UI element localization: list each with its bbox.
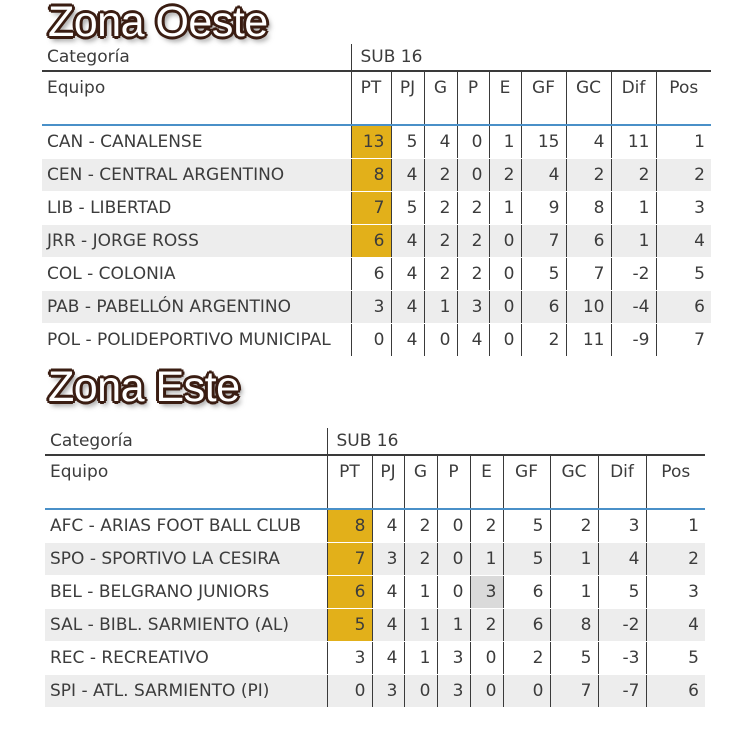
stat-pj: 4	[372, 642, 404, 675]
table-row	[42, 125, 711, 159]
stat-g: 1	[404, 576, 437, 609]
stat-pos: 5	[656, 258, 711, 291]
column-header-pt: PT	[327, 455, 372, 509]
stat-pt: 6	[351, 225, 391, 258]
stat-gf: 5	[503, 543, 550, 576]
stat-p: 0	[437, 576, 470, 609]
stat-dif: 4	[598, 543, 646, 576]
stat-g: 1	[404, 609, 437, 642]
stat-p: 2	[457, 192, 489, 225]
stat-pj: 4	[391, 225, 424, 258]
stat-gf: 15	[521, 125, 566, 159]
stat-dif: -4	[611, 291, 656, 324]
stat-pos: 6	[656, 291, 711, 324]
zone-title-oeste: Zona Oeste	[48, 0, 268, 46]
stat-gc: 1	[550, 543, 598, 576]
stat-pt: 8	[327, 509, 372, 543]
table-row	[42, 324, 711, 357]
category-row	[42, 44, 711, 71]
stat-gc: 2	[550, 509, 598, 543]
stat-e: 0	[489, 291, 521, 324]
stat-e: 1	[470, 543, 503, 576]
standings-table-oeste	[42, 44, 711, 357]
stat-pos: 6	[646, 675, 705, 708]
stat-g: 0	[424, 324, 457, 357]
stat-pj: 4	[391, 324, 424, 357]
column-header-pj: PJ	[391, 71, 424, 125]
stat-gf: 0	[503, 675, 550, 708]
stat-gf: 6	[503, 576, 550, 609]
table-row	[42, 258, 711, 291]
category-value: SUB 16	[351, 44, 711, 71]
column-header-pj: PJ	[372, 455, 404, 509]
stat-pt: 8	[351, 159, 391, 192]
column-header-pt: PT	[351, 71, 391, 125]
stat-gf: 7	[521, 225, 566, 258]
stat-g: 2	[424, 192, 457, 225]
column-header-p: P	[437, 455, 470, 509]
stat-pj: 5	[391, 192, 424, 225]
stat-pos: 1	[656, 125, 711, 159]
stat-pos: 2	[646, 543, 705, 576]
stat-pos: 2	[656, 159, 711, 192]
column-header-g: G	[404, 455, 437, 509]
table-row	[45, 543, 705, 576]
stat-pt: 7	[351, 192, 391, 225]
team-name: BEL - BELGRANO JUNIORS	[45, 576, 327, 609]
stat-dif: 11	[611, 125, 656, 159]
team-name: CEN - CENTRAL ARGENTINO	[42, 159, 351, 192]
column-header-dif: Dif	[611, 71, 656, 125]
stat-gf: 6	[521, 291, 566, 324]
team-name: AFC - ARIAS FOOT BALL CLUB	[45, 509, 327, 543]
stat-g: 2	[424, 225, 457, 258]
stat-gc: 7	[550, 675, 598, 708]
stat-e: 0	[489, 324, 521, 357]
category-value: SUB 16	[327, 428, 705, 455]
stat-pos: 5	[646, 642, 705, 675]
stat-dif: -2	[598, 609, 646, 642]
stat-gf: 5	[521, 258, 566, 291]
column-header-gc: GC	[566, 71, 611, 125]
stat-dif: 3	[598, 509, 646, 543]
stat-gf: 4	[521, 159, 566, 192]
stat-pj: 4	[372, 609, 404, 642]
category-row	[45, 428, 705, 455]
stat-pos: 4	[656, 225, 711, 258]
stat-e: 1	[489, 125, 521, 159]
stat-pt: 0	[351, 324, 391, 357]
stat-pj: 4	[391, 159, 424, 192]
table-row	[45, 642, 705, 675]
column-header-e: E	[489, 71, 521, 125]
stat-pt: 6	[327, 576, 372, 609]
table-row	[42, 192, 711, 225]
stat-g: 1	[404, 642, 437, 675]
stat-gc: 8	[566, 192, 611, 225]
stat-p: 3	[457, 291, 489, 324]
stat-gf: 6	[503, 609, 550, 642]
stat-g: 2	[424, 159, 457, 192]
stat-p: 0	[437, 509, 470, 543]
column-header-pos: Pos	[656, 71, 711, 125]
column-header-g: G	[424, 71, 457, 125]
stat-pj: 5	[391, 125, 424, 159]
team-name: SAL - BIBL. SARMIENTO (AL)	[45, 609, 327, 642]
table-row	[42, 159, 711, 192]
stat-p: 2	[457, 258, 489, 291]
stat-pos: 1	[646, 509, 705, 543]
table-row	[45, 509, 705, 543]
stat-pt: 3	[351, 291, 391, 324]
table-row	[42, 291, 711, 324]
column-header-p: P	[457, 71, 489, 125]
team-name: SPI - ATL. SARMIENTO (PI)	[45, 675, 327, 708]
stat-e: 2	[470, 609, 503, 642]
team-name: JRR - JORGE ROSS	[42, 225, 351, 258]
column-header-pos: Pos	[646, 455, 705, 509]
team-name: CAN - CANALENSE	[42, 125, 351, 159]
stat-gf: 9	[521, 192, 566, 225]
table-row	[45, 609, 705, 642]
stat-p: 3	[437, 675, 470, 708]
stat-p: 1	[437, 609, 470, 642]
stat-pos: 3	[646, 576, 705, 609]
stat-dif: 1	[611, 225, 656, 258]
stat-p: 2	[457, 225, 489, 258]
stat-p: 0	[457, 125, 489, 159]
column-header-gf: GF	[521, 71, 566, 125]
stat-e: 0	[470, 642, 503, 675]
stat-g: 0	[404, 675, 437, 708]
team-name: POL - POLIDEPORTIVO MUNICIPAL	[42, 324, 351, 357]
stat-p: 3	[437, 642, 470, 675]
stat-pt: 5	[327, 609, 372, 642]
zone-title-este: Zona Este	[48, 363, 240, 411]
stat-g: 1	[424, 291, 457, 324]
stat-gf: 5	[503, 509, 550, 543]
table-row	[45, 576, 705, 609]
stat-pj: 4	[391, 258, 424, 291]
stat-dif: -3	[598, 642, 646, 675]
stat-pt: 3	[327, 642, 372, 675]
stat-pt: 0	[327, 675, 372, 708]
stat-gc: 7	[566, 258, 611, 291]
stat-g: 2	[404, 509, 437, 543]
stat-pos: 4	[646, 609, 705, 642]
stat-dif: -2	[611, 258, 656, 291]
column-header-dif: Dif	[598, 455, 646, 509]
stat-pj: 3	[372, 675, 404, 708]
stat-dif: 1	[611, 192, 656, 225]
stat-pos: 7	[656, 324, 711, 357]
stat-gc: 2	[566, 159, 611, 192]
table-row	[42, 225, 711, 258]
stat-dif: -9	[611, 324, 656, 357]
stat-dif: 5	[598, 576, 646, 609]
stat-g: 2	[404, 543, 437, 576]
stat-dif: -7	[598, 675, 646, 708]
stat-gc: 8	[550, 609, 598, 642]
stat-e: 1	[489, 192, 521, 225]
stat-g: 4	[424, 125, 457, 159]
category-label: Categoría	[45, 428, 327, 455]
stat-gf: 2	[503, 642, 550, 675]
column-header-gc: GC	[550, 455, 598, 509]
stat-e: 2	[489, 159, 521, 192]
team-name: COL - COLONIA	[42, 258, 351, 291]
team-name: PAB - PABELLÓN ARGENTINO	[42, 291, 351, 324]
stat-pt: 13	[351, 125, 391, 159]
stat-e: 0	[489, 225, 521, 258]
category-label: Categoría	[42, 44, 351, 71]
stat-p: 0	[457, 159, 489, 192]
stat-pj: 4	[372, 576, 404, 609]
stat-pt: 6	[351, 258, 391, 291]
stat-gc: 1	[550, 576, 598, 609]
table-row	[45, 675, 705, 708]
stat-gc: 6	[566, 225, 611, 258]
stat-gc: 10	[566, 291, 611, 324]
stat-g: 2	[424, 258, 457, 291]
stat-p: 0	[437, 543, 470, 576]
stat-e: 2	[470, 509, 503, 543]
team-name: SPO - SPORTIVO LA CESIRA	[45, 543, 327, 576]
stat-pt: 7	[327, 543, 372, 576]
column-header-gf: GF	[503, 455, 550, 509]
stat-pj: 4	[391, 291, 424, 324]
stat-p: 4	[457, 324, 489, 357]
stat-gc: 11	[566, 324, 611, 357]
stat-gc: 5	[550, 642, 598, 675]
stat-e: 0	[489, 258, 521, 291]
stat-pj: 4	[372, 509, 404, 543]
stat-gc: 4	[566, 125, 611, 159]
standings-table-este	[45, 428, 705, 708]
column-header-equipo: Equipo	[45, 455, 327, 509]
stat-pos: 3	[656, 192, 711, 225]
stat-e: 0	[470, 675, 503, 708]
header-row	[42, 71, 711, 125]
stat-gf: 2	[521, 324, 566, 357]
team-name: REC - RECREATIVO	[45, 642, 327, 675]
stat-dif: 2	[611, 159, 656, 192]
team-name: LIB - LIBERTAD	[42, 192, 351, 225]
stat-pj: 3	[372, 543, 404, 576]
header-row	[45, 455, 705, 509]
column-header-e: E	[470, 455, 503, 509]
stat-e: 3	[470, 576, 503, 609]
column-header-equipo: Equipo	[42, 71, 351, 125]
